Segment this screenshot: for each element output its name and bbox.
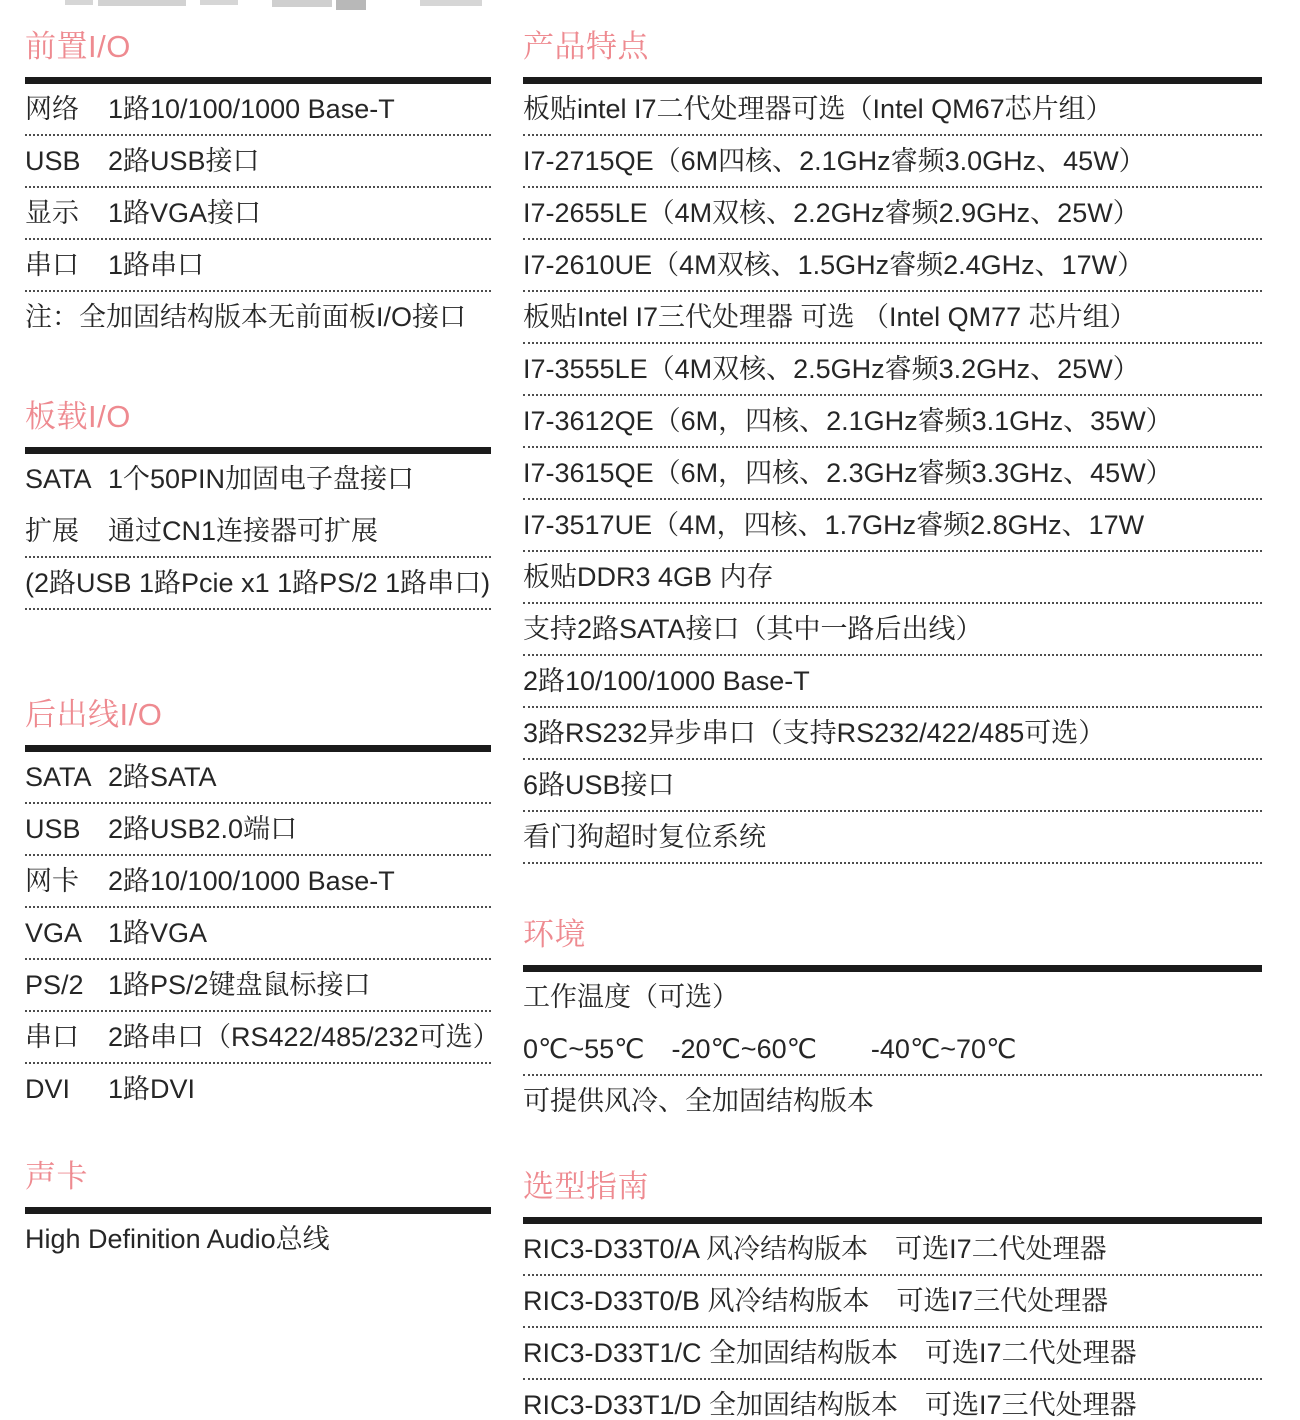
row-label: VGA <box>25 918 83 948</box>
section-environment <box>523 914 1262 1128</box>
row-value: 支持2路SATA接口（其中一路后出线） <box>523 614 983 644</box>
section-rule <box>523 77 1262 84</box>
spec-row <box>523 760 1262 812</box>
row-value: 可提供风冷、全加固结构版本 <box>523 1086 874 1116</box>
spec-row <box>523 972 1262 1024</box>
spec-row <box>25 1214 491 1266</box>
row-label: USB <box>25 814 81 844</box>
row-value: 板贴Intel I7三代处理器 可选 （Intel QM77 芯片组） <box>523 302 1137 332</box>
section-rear-io <box>25 694 500 1116</box>
spec-row <box>25 960 491 1012</box>
spec-row <box>25 908 491 960</box>
row-label: PS/2 <box>25 970 84 1000</box>
spec-row <box>25 752 491 804</box>
section-rows <box>523 1224 1262 1420</box>
section-title-environment: 环境 <box>523 917 586 952</box>
row-value: 2路10/100/1000 Base-T <box>523 666 810 696</box>
row-value: 2路SATA <box>108 762 217 792</box>
spec-row <box>523 188 1262 240</box>
row-label: 显示 <box>25 198 79 228</box>
spec-row <box>523 344 1262 396</box>
section-title-product-features: 产品特点 <box>523 29 649 64</box>
spec-row <box>25 292 491 344</box>
row-value: I7-3615QE（6M，四核、2.3GHz睿频3.3GHz、45W） <box>523 458 1173 488</box>
section-title-rear-io: 后出线I/O <box>25 697 163 732</box>
spec-row <box>523 1328 1262 1380</box>
row-value: High Definition Audio总线 <box>25 1224 330 1254</box>
section-rows <box>25 454 491 610</box>
section-front-io <box>25 26 491 344</box>
section-title-onboard-io: 板载I/O <box>25 399 131 434</box>
section-title-selection-guide: 选型指南 <box>523 1169 649 1204</box>
row-value: I7-3517UE（4M，四核、1.7GHz睿频2.8GHz、17W <box>523 510 1145 540</box>
spec-row <box>523 136 1262 188</box>
spec-row <box>523 84 1262 136</box>
row-label: USB <box>25 146 81 176</box>
row-label: DVI <box>25 1074 71 1104</box>
left-column <box>25 0 500 1266</box>
row-value: I7-2655LE（4M双核、2.2GHz睿频2.9GHz、25W） <box>523 198 1140 228</box>
row-value: I7-2715QE（6M四核、2.1GHz睿频3.0GHz、45W） <box>523 146 1146 176</box>
row-value: 1路PS/2键盘鼠标接口 <box>108 970 371 1000</box>
row-value: 通过CN1连接器可扩展 <box>108 516 379 546</box>
spec-row <box>25 188 491 240</box>
section-rows <box>25 84 491 344</box>
section-title-front-io: 前置I/O <box>25 29 131 64</box>
section-title-audio: 声卡 <box>25 1159 88 1194</box>
row-value: 2路串口（RS422/485/232可选） <box>108 1022 500 1052</box>
row-value: 板贴intel I7二代处理器可选（Intel QM67芯片组） <box>523 94 1113 124</box>
spec-row <box>523 292 1262 344</box>
row-value: RIC3-D33T0/A 风冷结构版本 可选I7二代处理器 <box>523 1234 1107 1264</box>
row-value: 2路USB2.0端口 <box>108 814 298 844</box>
spec-row <box>523 1276 1262 1328</box>
row-value: 看门狗超时复位系统 <box>523 822 766 852</box>
row-value: 1路VGA <box>108 918 208 948</box>
spec-row <box>523 1024 1262 1076</box>
row-value: (2路USB 1路Pcie x1 1路PS/2 1路串口) <box>25 568 491 598</box>
row-label: 串口 <box>25 1022 79 1052</box>
row-label: 扩展 <box>25 516 79 546</box>
row-value: 1个50PIN加固电子盘接口 <box>108 464 415 494</box>
spec-row <box>523 1224 1262 1276</box>
spec-row <box>25 136 491 188</box>
spec-row <box>25 804 491 856</box>
row-value: I7-3555LE（4M双核、2.5GHz睿频3.2GHz、25W） <box>523 354 1140 384</box>
spec-row <box>523 500 1262 552</box>
row-value: 1路DVI <box>108 1074 196 1104</box>
row-value: 2路USB接口 <box>108 146 260 176</box>
row-value: 注：全加固结构版本无前面板I/O接口 <box>25 302 467 332</box>
row-value: I7-3612QE（6M，四核、2.1GHz睿频3.1GHz、35W） <box>523 406 1173 436</box>
section-rows <box>523 84 1262 864</box>
section-rule <box>25 745 491 752</box>
section-onboard-io <box>25 396 491 610</box>
row-label: 串口 <box>25 250 79 280</box>
spec-row <box>25 506 491 558</box>
section-rows <box>25 1214 491 1266</box>
row-value: RIC3-D33T1/C 全加固结构版本 可选I7二代处理器 <box>523 1338 1137 1368</box>
section-rule <box>25 1207 491 1214</box>
section-product-features <box>523 26 1262 864</box>
spec-row <box>523 1076 1262 1128</box>
section-audio <box>25 1156 491 1266</box>
spec-row <box>523 1380 1262 1420</box>
row-label: 网卡 <box>25 866 79 896</box>
row-value: 6路USB接口 <box>523 770 675 800</box>
row-label: SATA <box>25 762 92 792</box>
section-rows <box>523 972 1262 1128</box>
section-selection-guide <box>523 1166 1262 1420</box>
spec-row <box>523 448 1262 500</box>
section-rule <box>25 447 491 454</box>
row-value: 1路10/100/1000 Base-T <box>108 94 395 124</box>
section-rows <box>25 752 500 1116</box>
spec-row <box>523 812 1262 864</box>
row-label: SATA <box>25 464 92 494</box>
spec-row <box>523 552 1262 604</box>
spec-row <box>25 1064 491 1116</box>
spec-row <box>25 856 491 908</box>
row-value: RIC3-D33T1/D 全加固结构版本 可选I7三代处理器 <box>523 1390 1137 1420</box>
spec-row <box>523 708 1262 760</box>
section-rule <box>523 1217 1262 1224</box>
row-value: 3路RS232异步串口（支持RS232/422/485可选） <box>523 718 1106 748</box>
spec-row <box>25 558 491 610</box>
row-value: 2路10/100/1000 Base-T <box>108 866 395 896</box>
right-column <box>523 0 1262 1420</box>
row-value: 1路串口 <box>108 250 205 280</box>
row-value: I7-2610UE（4M双核、1.5GHz睿频2.4GHz、17W） <box>523 250 1145 280</box>
spec-row <box>523 656 1262 708</box>
row-value: RIC3-D33T0/B 风冷结构版本 可选I7三代处理器 <box>523 1286 1109 1316</box>
spec-row <box>25 454 491 506</box>
row-value: 0℃~55℃ -20℃~60℃ -40℃~70℃ <box>523 1034 1017 1064</box>
spec-row <box>523 604 1262 656</box>
row-value: 板贴DDR3 4GB 内存 <box>523 562 774 592</box>
section-rule <box>523 965 1262 972</box>
row-value: 工作温度（可选） <box>523 982 739 1012</box>
spec-row <box>523 396 1262 448</box>
row-label: 网络 <box>25 94 79 124</box>
spec-row <box>25 1012 500 1064</box>
spec-row <box>523 240 1262 292</box>
spec-row <box>25 84 491 136</box>
row-value: 1路VGA接口 <box>108 198 262 228</box>
spec-row <box>25 240 491 292</box>
section-rule <box>25 77 491 84</box>
